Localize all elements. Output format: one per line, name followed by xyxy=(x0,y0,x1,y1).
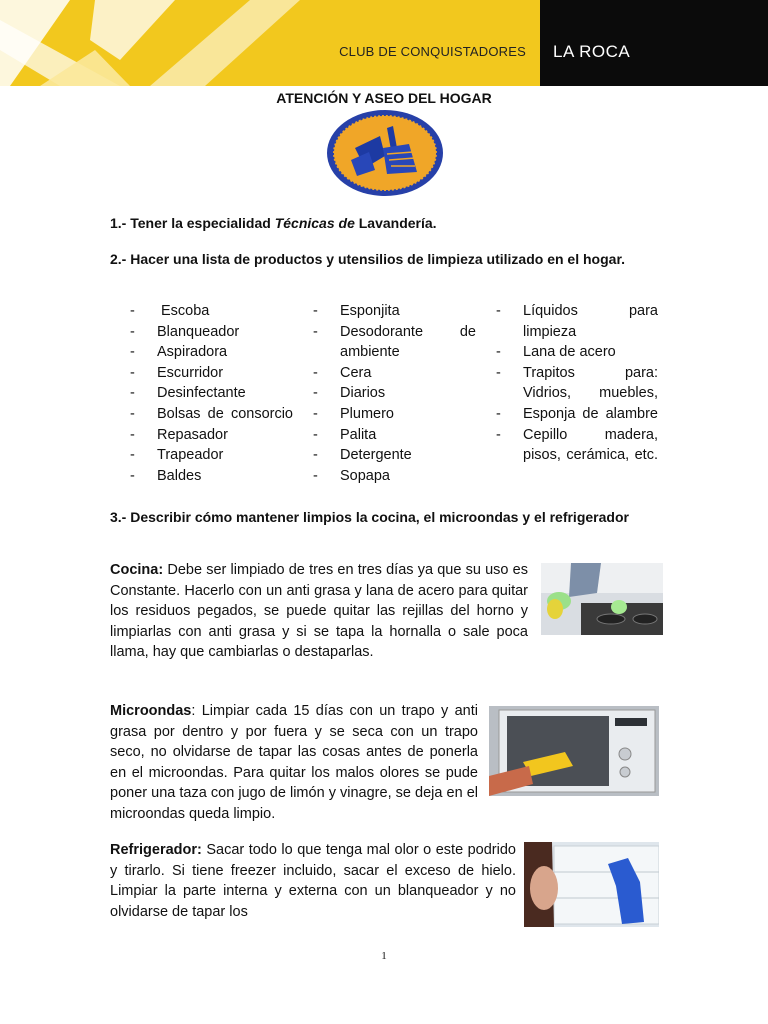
products-column-1 xyxy=(110,301,293,486)
list-item: - Plumero xyxy=(293,404,476,425)
list-item: - Esponjita xyxy=(293,301,476,322)
products-list xyxy=(110,301,658,511)
microondas-paragraph xyxy=(110,701,658,825)
list-item: - Aspiradora xyxy=(110,342,293,363)
products-column-3 xyxy=(476,301,658,466)
header-yellow-band xyxy=(0,0,540,86)
list-item: - Baldes xyxy=(110,466,293,487)
list-item: - Cera xyxy=(293,363,476,384)
refrigerador-paragraph xyxy=(110,840,658,930)
photo-spacer xyxy=(478,701,658,799)
list-item: - Esponja de alambre xyxy=(476,404,658,425)
microondas-label: Microondas xyxy=(110,703,192,719)
cocina-label: Cocina: xyxy=(110,562,164,578)
section-1-prefix: 1.- Tener la especialidad xyxy=(110,215,275,231)
photo-spacer xyxy=(516,840,658,930)
list-item: - Blanqueador xyxy=(110,322,293,343)
list-item: - Diarios xyxy=(293,383,476,404)
list-item: - Desinfectante xyxy=(110,383,293,404)
list-item: - Trapitos para: Vidrios, muebles, xyxy=(476,363,658,404)
list-item: - Cepillo madera, pisos, cerámica, etc. xyxy=(476,425,658,466)
list-item: - Lana de acero xyxy=(476,342,658,363)
list-item: - Palita xyxy=(293,425,476,446)
cocina-text: Debe ser limpiado de tres en tres días ya que su uso es Constante. Hacerlo con un anti grasa y lana de acero para quitar los residuos pegados, se puede quitar las rejillas del horno y limpiarlas con anti grasa y si se tapa la hornalla o sale poca llama, hay que cambiarlas o destaparlas. xyxy=(110,562,528,661)
section-1-suffix: Lavandería. xyxy=(354,215,437,231)
photo-spacer xyxy=(528,560,658,636)
list-item: - Escurridor xyxy=(110,363,293,384)
list-item: - Escoba xyxy=(110,301,293,322)
refrigerador-label: Refrigerador: xyxy=(110,842,202,858)
microondas-text: : Limpiar cada 15 días con un trapo y anti grasa por dentro y por fuera y se seca con un trapo seco, no olvidarse de tapar las cosas antes de ponerla en el microondas. Para quitar los malos olores se pude poner una taza con jugo de limón y vinagre, se deja en el microondas queda limpio. xyxy=(110,703,478,822)
list-item: - Sopapa xyxy=(293,466,476,487)
list-item: - Bolsas de consorcio xyxy=(110,404,293,425)
cocina-paragraph xyxy=(110,560,658,663)
page-number: 1 xyxy=(381,950,387,962)
list-item: - Trapeador xyxy=(110,445,293,466)
header-black-band xyxy=(540,0,768,86)
products-column-2 xyxy=(293,301,476,486)
cleaning-badge-icon xyxy=(325,108,445,198)
list-item: - Líquidos para limpieza xyxy=(476,301,658,342)
section-1-heading xyxy=(110,213,658,233)
header-decoration-icon xyxy=(0,0,540,86)
section-1-italic: Técnicas de xyxy=(274,215,355,231)
page-header xyxy=(0,0,768,86)
list-item: - Desodorante de ambiente xyxy=(293,322,476,363)
document-title: ATENCIÓN Y ASEO DEL HOGAR xyxy=(276,90,492,106)
list-item: - Detergente xyxy=(293,445,476,466)
section-2-heading: 2.- Hacer una lista de productos y utensilios de limpieza utilizado en el hogar. xyxy=(110,251,626,267)
refrigerador-text: Sacar todo lo que tenga mal olor o este podrido y tirarlo. Si tiene freezer incluido, sacar el exceso de hielo. Limpiar la parte interna y externa con un blanqueador y no olvidarse de tapar los xyxy=(110,842,516,920)
list-item: - Repasador xyxy=(110,425,293,446)
club-title: LA ROCA xyxy=(553,42,631,61)
club-name: CLUB DE CONQUISTADORES xyxy=(339,44,526,59)
section-3-heading: 3.- Describir cómo mantener limpios la cocina, el microondas y el refrigerador xyxy=(110,509,629,525)
